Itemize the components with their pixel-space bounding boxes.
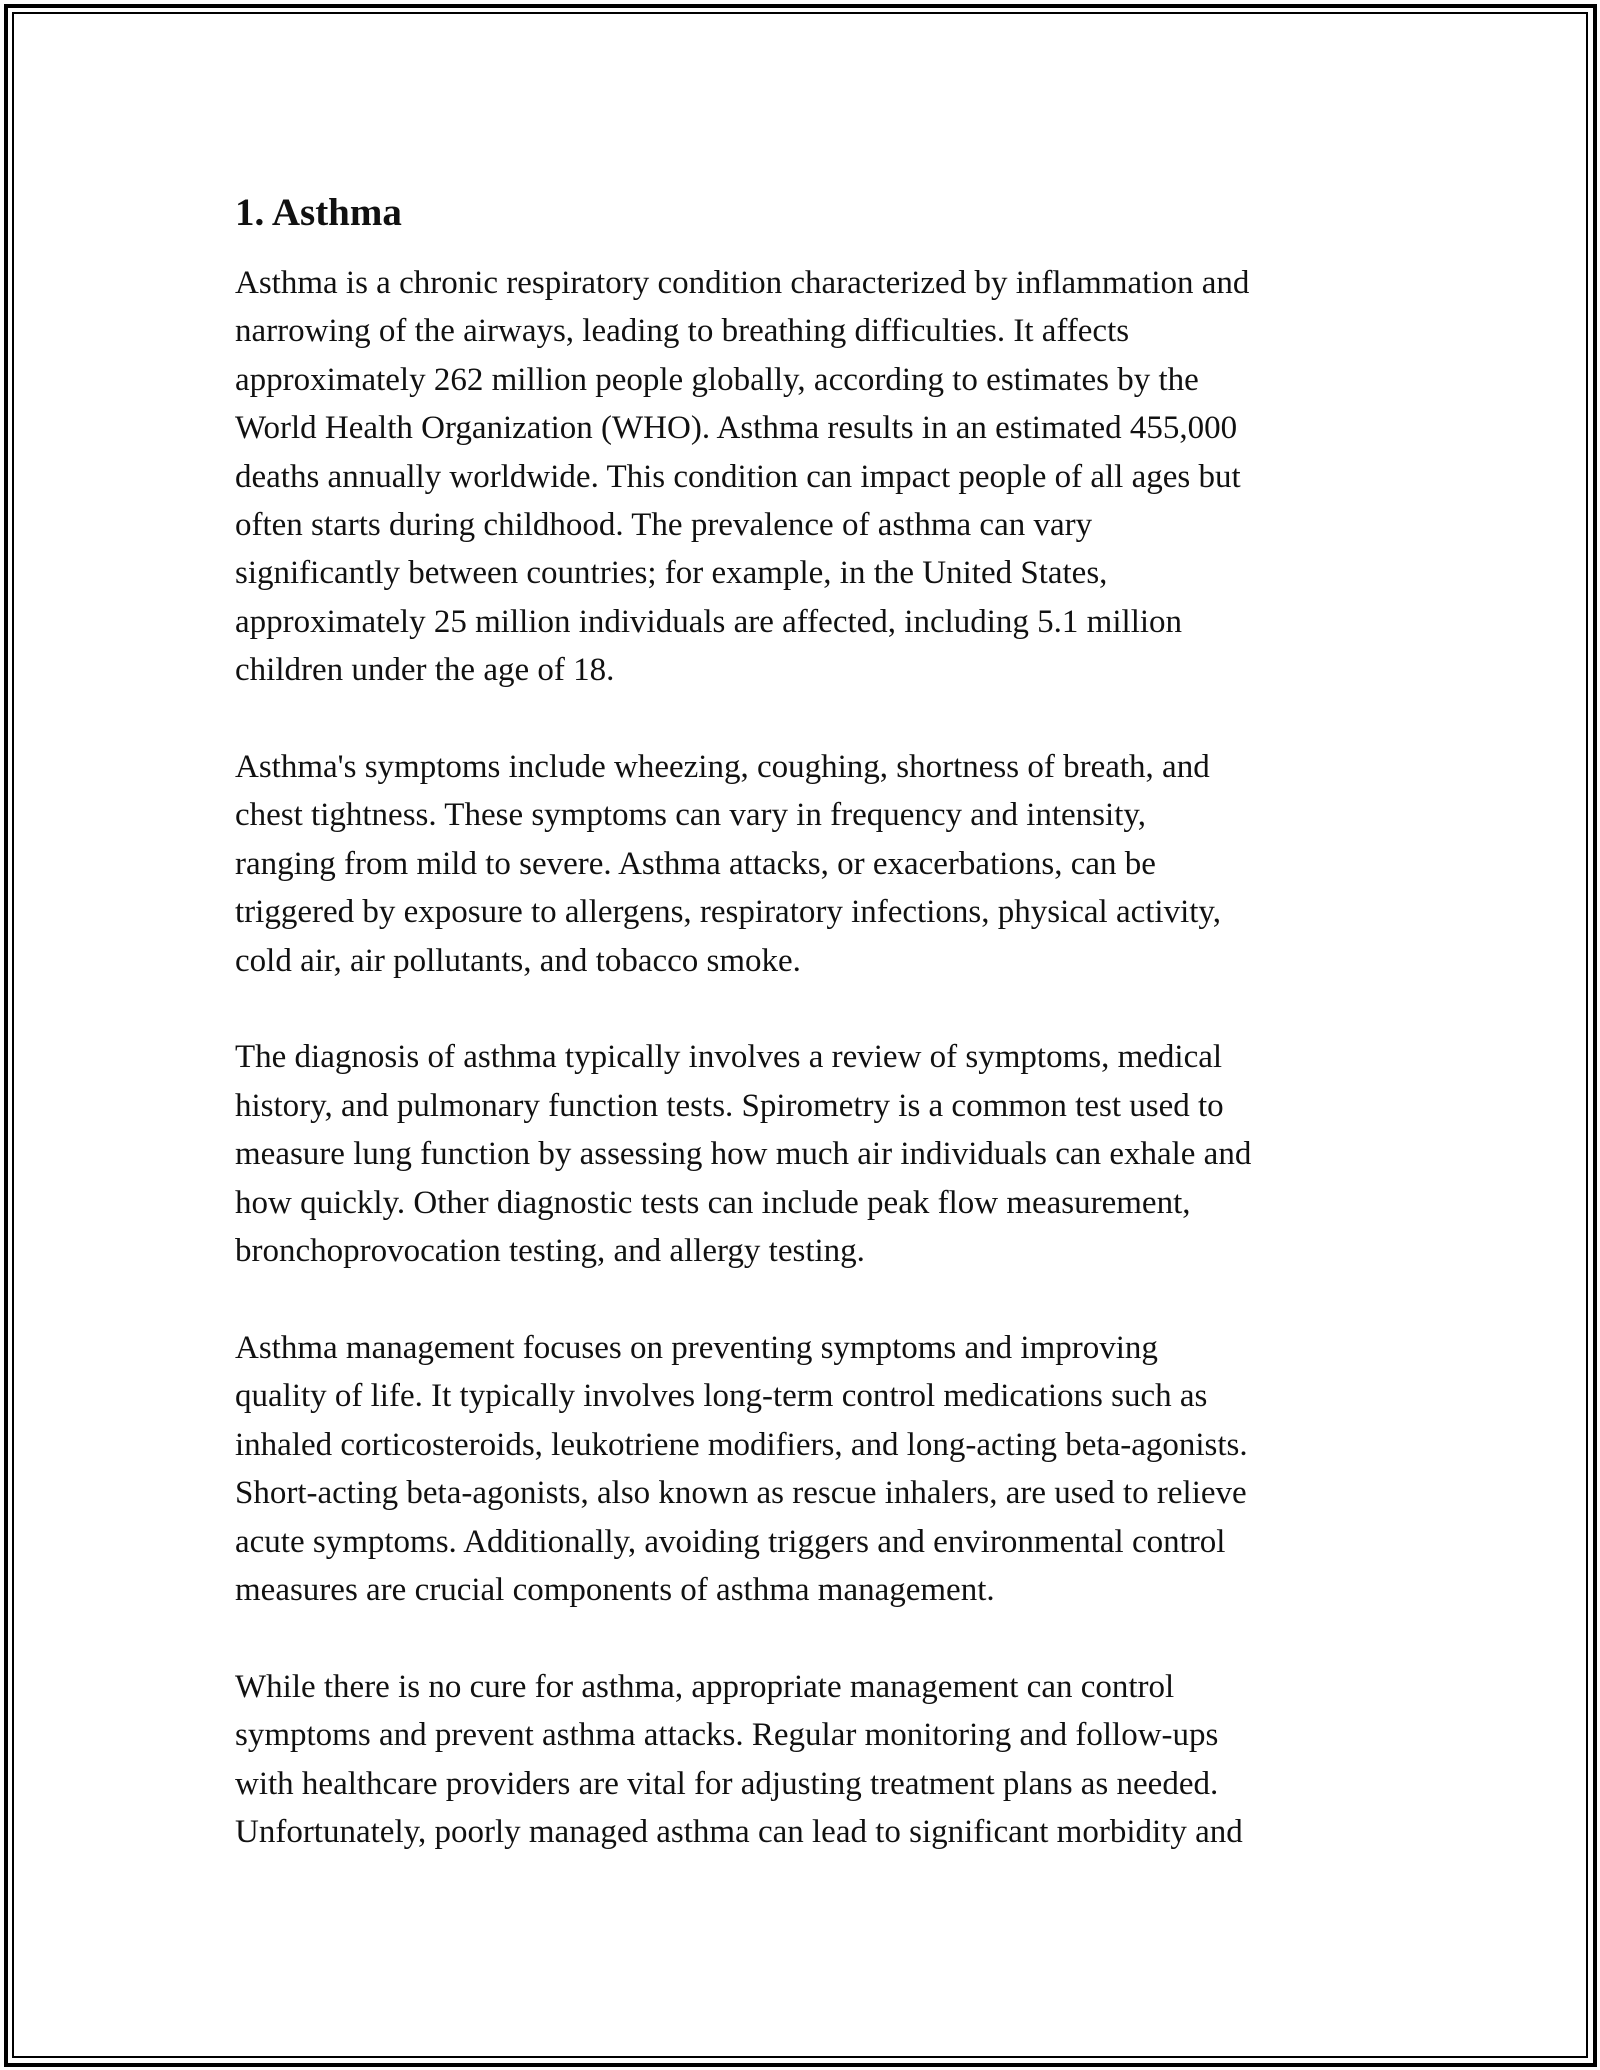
text-line: significantly between countries; for example, in the United States, — [235, 555, 1108, 592]
paragraph-overview — [235, 259, 1375, 695]
text-line: with healthcare providers are vital for adjusting treatment plans as needed. — [235, 1765, 1219, 1802]
text-line: quality of life. It typically involves long-term control medications such as — [235, 1378, 1208, 1415]
text-line: how quickly. Other diagnostic tests can include peak flow measurement, — [235, 1184, 1191, 1221]
text-line: history, and pulmonary function tests. Spirometry is a common test used to — [235, 1087, 1224, 1124]
text-line: approximately 262 million people globally, according to estimates by the — [235, 361, 1199, 398]
text-line: often starts during childhood. The prevalence of asthma can vary — [235, 507, 1093, 544]
text-line: symptoms and prevent asthma attacks. Regular monitoring and follow-ups — [235, 1717, 1219, 1754]
text-line: Short-acting beta-agonists, also known as rescue inhalers, are used to relieve — [235, 1475, 1247, 1512]
text-line: Asthma is a chronic respiratory condition characterized by inflammation and — [235, 265, 1250, 301]
text-line: Unfortunately, poorly managed asthma can lead to significant morbidity and — [235, 1813, 1243, 1850]
text-line: The diagnosis of asthma typically involves a review of symptoms, medical — [235, 1039, 1223, 1076]
document-content — [235, 185, 1375, 1905]
text-line: triggered by exposure to allergens, respiratory infections, physical activity, — [235, 894, 1222, 931]
text-line: children under the age of 18. — [235, 652, 615, 689]
section-heading: 1. Asthma — [235, 191, 402, 234]
paragraph-symptoms — [235, 743, 1375, 985]
paragraph-outlook — [235, 1663, 1375, 1857]
paragraph-management — [235, 1324, 1375, 1614]
text-line: narrowing of the airways, leading to breathing difficulties. It affects — [235, 313, 1130, 350]
text-line: ranging from mild to severe. Asthma attacks, or exacerbations, can be — [235, 845, 1156, 882]
text-line: Asthma management focuses on preventing symptoms and improving — [235, 1329, 1158, 1366]
text-line: bronchoprovocation testing, and allergy testing. — [235, 1233, 865, 1270]
text-line: measures are crucial components of asthma management. — [235, 1571, 995, 1608]
text-line: approximately 25 million individuals are affected, including 5.1 million — [235, 603, 1183, 640]
text-line: Asthma's symptoms include wheezing, coughing, shortness of breath, and — [235, 749, 1210, 786]
text-line: While there is no cure for asthma, appropriate management can control — [235, 1668, 1175, 1705]
text-line: cold air, air pollutants, and tobacco smoke. — [235, 942, 801, 979]
text-line: acute symptoms. Additionally, avoiding triggers and environmental control — [235, 1523, 1226, 1560]
paragraph-diagnosis — [235, 1033, 1375, 1275]
text-line: inhaled corticosteroids, leukotriene modifiers, and long-acting beta-agonists. — [235, 1426, 1248, 1463]
text-line: World Health Organization (WHO). Asthma results in an estimated 455,000 — [235, 410, 1238, 447]
text-line: measure lung function by assessing how much air individuals can exhale and — [235, 1136, 1252, 1173]
text-line: chest tightness. These symptoms can vary in frequency and intensity, — [235, 797, 1146, 834]
text-line: deaths annually worldwide. This condition can impact people of all ages but — [235, 458, 1241, 495]
